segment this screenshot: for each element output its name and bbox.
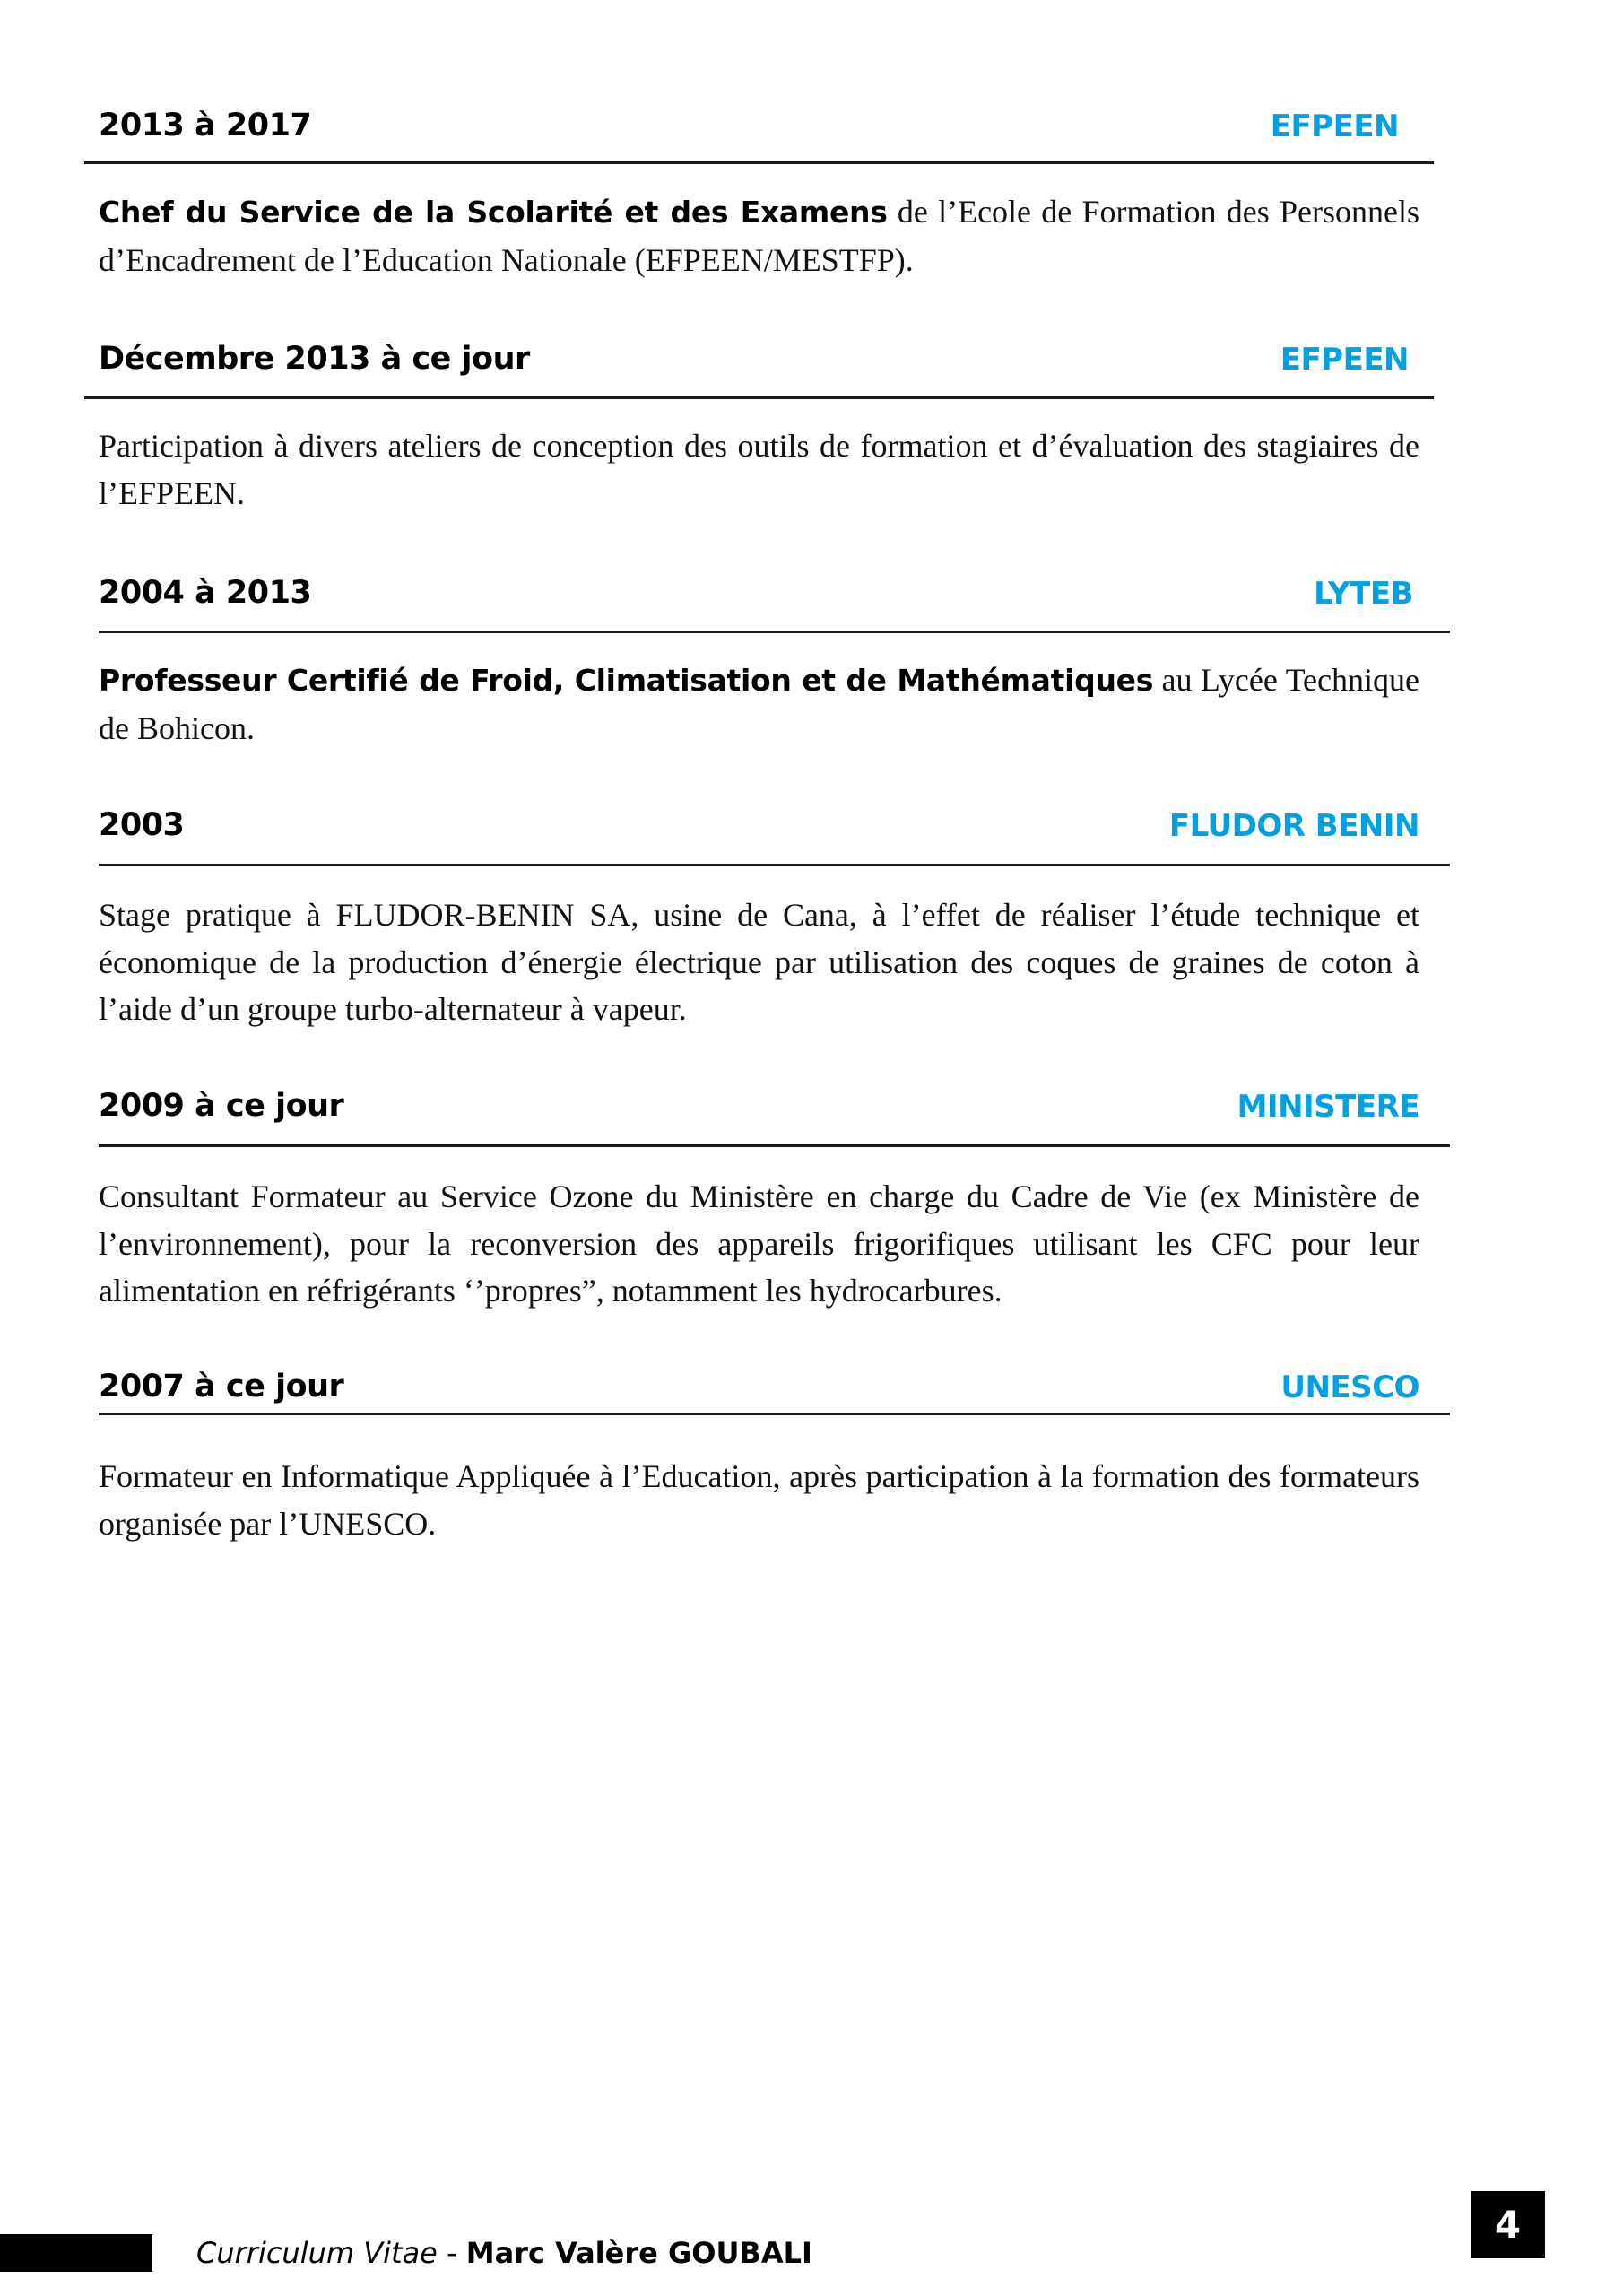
entry-description xyxy=(99,891,1419,1033)
section-divider xyxy=(84,161,1434,164)
footer-separator: - xyxy=(437,2236,466,2270)
entry-date: 2009 à ce jour xyxy=(99,1088,344,1124)
entry-description xyxy=(99,1453,1419,1547)
entry-text: Stage pratique à FLUDOR-BENIN SA, usine de Cana, à l’effet de réaliser l’étude technique et économique de la production d’énergie électrique par utilisation des coques de graines de coton à l’aide d’un groupe turbo-alternateur à vapeur. xyxy=(99,897,1419,1027)
entry-date: 2007 à ce jour xyxy=(99,1369,344,1405)
entry-text: au Lycée Technique de Bohicon. xyxy=(99,662,1419,746)
entry-organization: UNESCO xyxy=(1280,1370,1419,1405)
section-divider xyxy=(99,1144,1450,1147)
entry-organization: EFPEEN xyxy=(1270,109,1399,144)
entry-text: de l’Ecole de Formation des Personnels d’Encadrement de l’Education Nationale (EFPEEN/MESTFP). xyxy=(99,194,1419,278)
entry-organization: MINISTERE xyxy=(1237,1089,1419,1125)
entry-text: Consultant Formateur au Service Ozone du Ministère en charge du Cadre de Vie (ex Ministère de l’environnement), pour la reconversion des appareils frigorifiques utilisant les CFC pour leur alimentation en réfrigérants ‘’propres”, notamment les hydrocarbures. xyxy=(99,1178,1419,1309)
entry-text: Participation à divers ateliers de conception des outils de formation et d’évaluation des stagiaires de l’EFPEEN. xyxy=(99,428,1419,511)
entry-text: Formateur en Informatique Appliquée à l’Education, après participation à la formation des formateurs organisée par l’UNESCO. xyxy=(99,1458,1419,1542)
entry-organization: EFPEEN xyxy=(1280,342,1409,378)
footer-author-name: Marc Valère GOUBALI xyxy=(465,2236,812,2270)
section-divider xyxy=(99,631,1450,633)
entry-date: Décembre 2013 à ce jour xyxy=(99,341,530,377)
footer-title xyxy=(196,2237,812,2269)
section-divider xyxy=(99,1413,1450,1415)
entry-header xyxy=(99,332,1409,378)
section-divider xyxy=(84,396,1434,399)
entry-date: 2004 à 2013 xyxy=(99,575,312,611)
entry-title: Professeur Certifié de Froid, Climatisation et de Mathématiques xyxy=(99,663,1154,698)
section-divider xyxy=(99,864,1450,866)
entry-description xyxy=(99,188,1419,283)
entry-header xyxy=(99,1079,1419,1125)
entry-date: 2003 xyxy=(99,807,185,843)
entry-description xyxy=(99,1173,1419,1315)
entry-title: Chef du Service de la Scolarité et des Examens xyxy=(99,195,888,230)
entry-date: 2013 à 2017 xyxy=(99,108,312,144)
entry-header xyxy=(99,1360,1419,1403)
entry-header xyxy=(99,566,1413,612)
entry-header xyxy=(99,798,1419,844)
footer-doc-label: Curriculum Vitae xyxy=(196,2236,438,2270)
page-number-label: 4 xyxy=(1494,2203,1522,2247)
entry-description xyxy=(99,422,1419,517)
entry-description xyxy=(99,657,1419,752)
entry-header xyxy=(99,99,1399,142)
entry-organization: FLUDOR BENIN xyxy=(1168,808,1419,844)
footer-bar xyxy=(0,2234,152,2272)
page-number xyxy=(1471,2191,1545,2258)
entry-organization: LYTEB xyxy=(1314,576,1413,612)
